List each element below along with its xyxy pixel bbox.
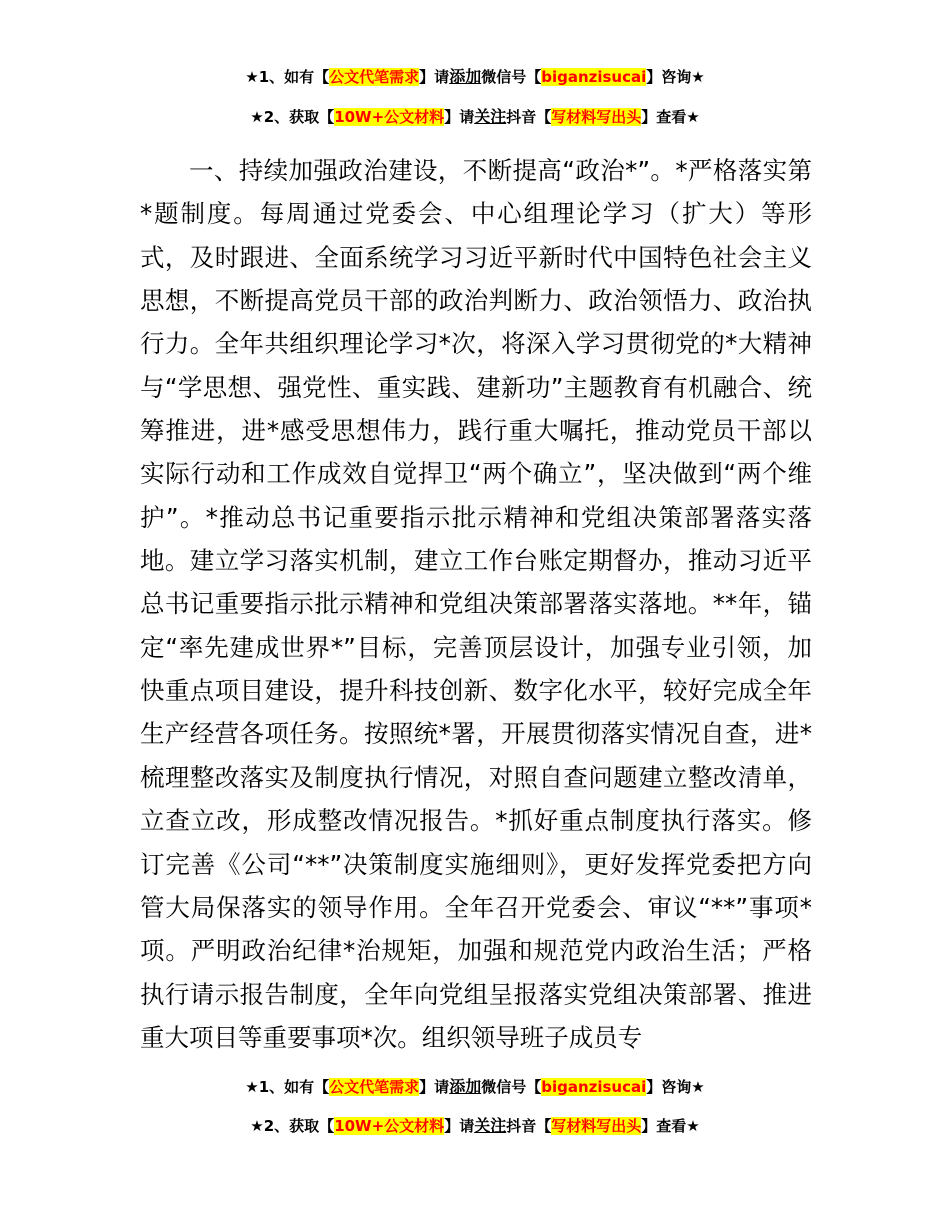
douyin-account: 写材料写出头 [551, 108, 642, 126]
banner-text: ★1、如有【 [245, 68, 330, 86]
header-banner-line-2 [0, 106, 950, 128]
banner-text: ★2、获取【 [250, 108, 335, 126]
banner-text: 】查看★ [641, 1117, 700, 1135]
footer-banner-line-2 [0, 1115, 950, 1137]
highlight-materials: 10W+公文材料 [334, 108, 445, 126]
banner-text: 】咨询★ [646, 68, 705, 86]
wechat-id: biganzisucai [541, 1078, 647, 1096]
highlight-service: 公文代笔需求 [329, 1078, 420, 1096]
footer-banner-line-1 [0, 1076, 950, 1098]
banner-text: 】请 [444, 108, 475, 126]
underlined-text: 关注 [474, 1116, 507, 1135]
underlined-text: 关注 [474, 107, 507, 126]
underlined-text: 添加 [449, 67, 482, 86]
document-paragraph: 一、持续加强政治建设，不断提高“政治*”。*严格落实第*题制度。每周通过党委会、中心组理论学习（扩大）等形式，及时跟进、全面系统学习习近平新时代中国特色社会主义思想，不断提高党员干部的政治判断力、政治领悟力、政治执行力。全年共组织理论学习*次，将深入学习贯彻党的*大精神与“学思想、强党性、重实践、建新功”主题教育有机融合、统筹推进，进*感受思想伟力，践行重大嘱托，推动党员干部以实际行动和工作成效自觉捍卫“两个确立”，坚决做到“两个维护”。*推动总书记重要指示批示精神和党组决策部署落实落地。建立学习落实机制，建立工作台账定期督办，推动习近平总书记重要指示批示精神和党组决策部署落实落地。**年，锚定“率先建成世界*”目标，完善顶层设计，加强专业引领，加快重点项目建设，提升科技创新、数字化水平，较好完成全年生产经营各项任务。按照统*署，开展贯彻落实情况自查，进*梳理整改落实及制度执行情况，对照自查问题建立整改清单，立查立改，形成整改情况报告。*抓好重点制度执行落实。修订完善《公司“**”决策制度实施细则》，更好发挥党委把方向管大局保落实的领导作用。全年召开党委会、审议“**”事项*项。严明政治纪律*治规矩，加强和规范党内政治生活；严格执行请示报告制度，全年向党组呈报落实党组决策部署、推进重大项目等重要事项*次。组织领导班子成员专 [140, 156, 812, 1052]
banner-text: 微信号【 [481, 1078, 542, 1096]
banner-text: 】咨询★ [646, 1078, 705, 1096]
banner-text: 】请 [419, 68, 450, 86]
banner-text: ★1、如有【 [245, 1078, 330, 1096]
banner-text: 抖音【 [506, 1117, 552, 1135]
douyin-account: 写材料写出头 [551, 1117, 642, 1135]
header-banner-line-1 [0, 66, 950, 88]
banner-text: 抖音【 [506, 108, 552, 126]
underlined-text: 添加 [449, 1077, 482, 1096]
banner-text: 】请 [419, 1078, 450, 1096]
highlight-materials: 10W+公文材料 [334, 1117, 445, 1135]
banner-text: ★2、获取【 [250, 1117, 335, 1135]
highlight-service: 公文代笔需求 [329, 68, 420, 86]
banner-text: 】请 [444, 1117, 475, 1135]
wechat-id: biganzisucai [541, 68, 647, 86]
banner-text: 】查看★ [641, 108, 700, 126]
banner-text: 微信号【 [481, 68, 542, 86]
